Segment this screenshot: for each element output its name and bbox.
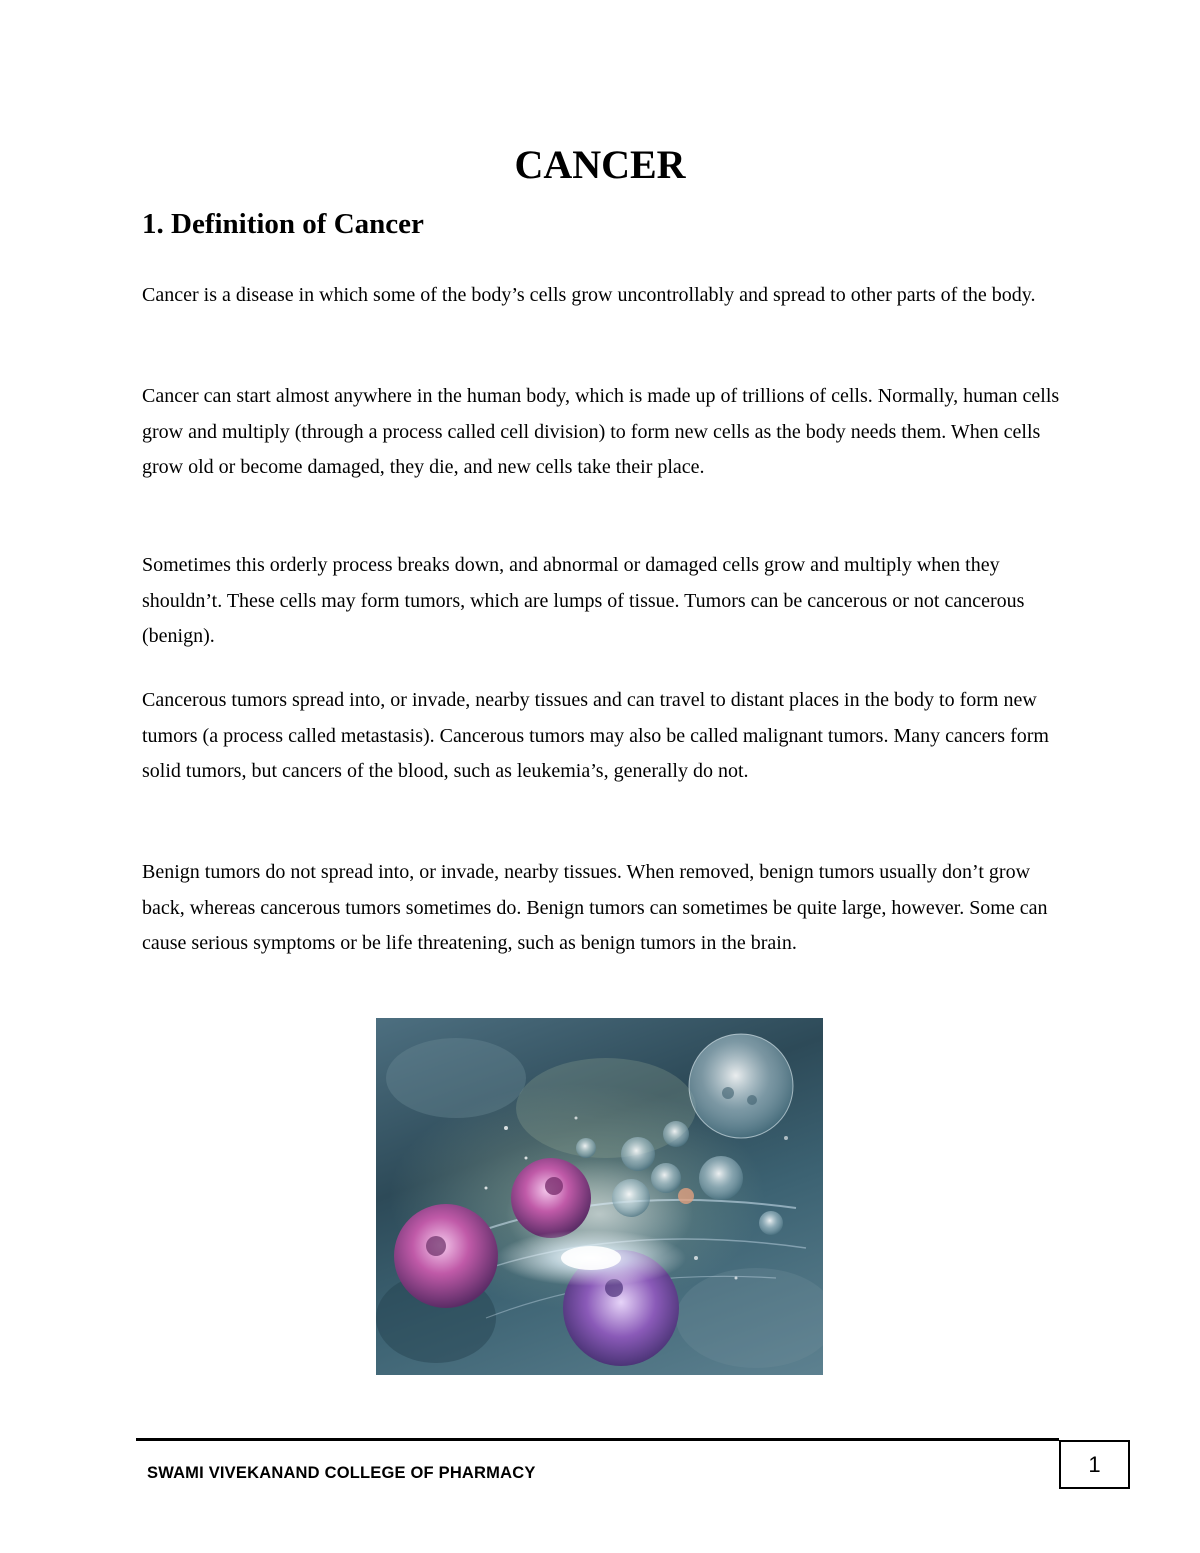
cancer-cells-illustration bbox=[376, 1018, 823, 1375]
cancer-cells-icon bbox=[376, 1018, 823, 1375]
paragraph-abnormal-cells: Sometimes this orderly process breaks down, and abnormal or damaged cells grow and multiply when they shouldn’t. These cells may form tumors, which are lumps of tissue. Tumors can be cancerous or not cancerous (benign). bbox=[142, 554, 1025, 647]
paragraph-cell-division: Cancer can start almost anywhere in the human body, which is made up of trillions of cells. Normally, human cells grow and multiply (through a process called cell division) to form new cells as the body needs them. When cells grow old or become damaged, they die, and new cells take their place. bbox=[142, 385, 1060, 478]
footer-institution: SWAMI VIVEKANAND COLLEGE OF PHARMACY bbox=[147, 1464, 536, 1482]
footer-divider bbox=[136, 1438, 1059, 1441]
document-title: CANCER bbox=[514, 142, 686, 187]
page-number: 1 bbox=[1059, 1440, 1130, 1489]
section-heading: 1. Definition of Cancer bbox=[142, 208, 424, 240]
paragraph-benign-tumors: Benign tumors do not spread into, or invade, nearby tissues. When removed, benign tumors usually don’t grow back, whereas cancerous tumors sometimes do. Benign tumors can sometimes be quite large, however. Some can cause serious symptoms or be life threatening, such as benign tumors in the brain. bbox=[142, 861, 1048, 954]
paragraph-definition: Cancer is a disease in which some of the body’s cells grow uncontrollably and spread to other parts of the body. bbox=[142, 284, 1036, 306]
paragraph-cancerous-tumors: Cancerous tumors spread into, or invade, nearby tissues and can travel to distant places in the body to form new tumors (a process called metastasis). Cancerous tumors may also be called malignant tumors. Many cancers form solid tumors, but cancers of the blood, such as leukemia’s, generally do not. bbox=[142, 689, 1049, 782]
